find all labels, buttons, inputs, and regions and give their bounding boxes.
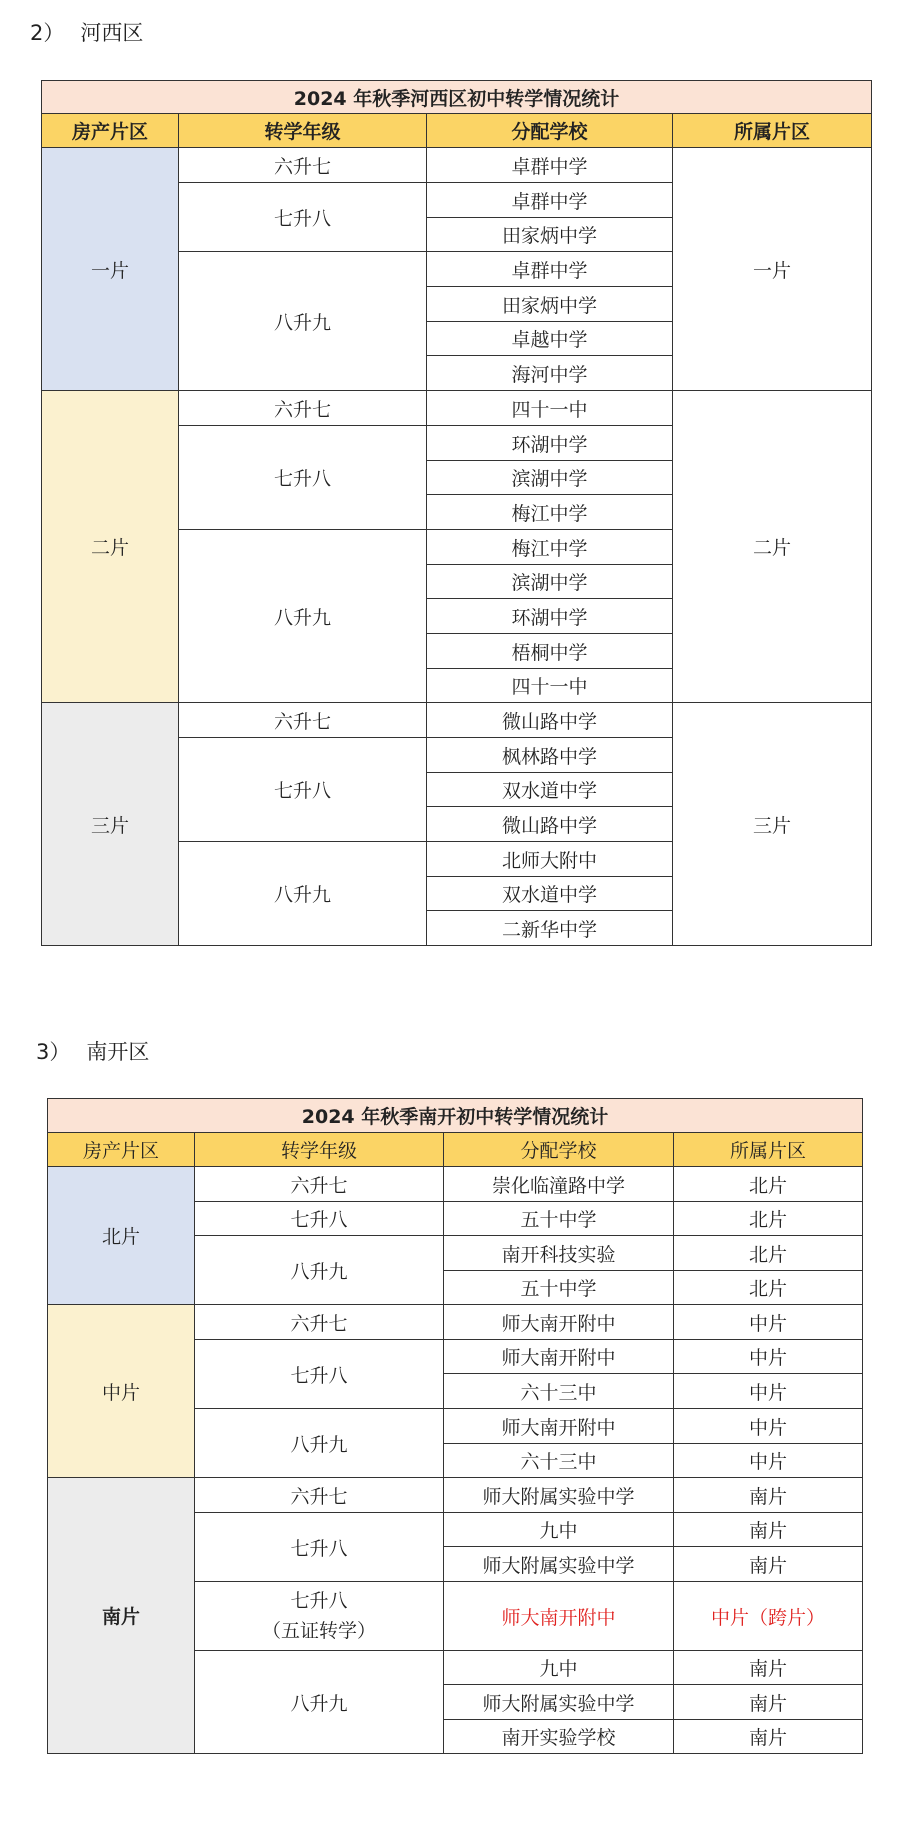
school-cell: 四十一中: [427, 669, 673, 703]
school-cell: 枫林路中学: [427, 738, 673, 773]
school-cell: 四十一中: [427, 391, 673, 426]
school-cell: 滨湖中学: [427, 461, 673, 495]
belongs-cell: 南片: [674, 1513, 863, 1547]
table-row: [48, 1167, 863, 1202]
grade-cell: 七升八: [195, 1340, 444, 1409]
grade-cell: 八升九: [195, 1236, 444, 1305]
grade-cell: 六升七: [179, 148, 427, 183]
school-cell: 师大南开附中: [444, 1305, 674, 1340]
hexi-title-row: [42, 81, 872, 114]
nankai-heading-name: 南开区: [86, 1040, 150, 1064]
school-cell: 卓群中学: [427, 183, 673, 218]
col-header-school: 分配学校: [427, 114, 673, 148]
zone-cell: 中片: [48, 1305, 195, 1478]
school-cell: 九中: [444, 1513, 674, 1547]
belongs-cell: 中片: [674, 1444, 863, 1478]
school-cell: 六十三中: [444, 1444, 674, 1478]
school-cell: 海河中学: [427, 356, 673, 391]
table-row: [42, 703, 872, 738]
grade-cell: 六升七: [195, 1478, 444, 1513]
hexi-heading-name: 河西区: [80, 21, 144, 45]
nankai-title-row: [48, 1099, 863, 1133]
zone-cell: 南片: [48, 1478, 195, 1754]
grade-cell: 七升八: [179, 738, 427, 842]
grade-cell: 六升七: [179, 391, 427, 426]
belongs-cell: 南片: [674, 1478, 863, 1513]
school-cell: 田家炳中学: [427, 287, 673, 322]
col-header-grade: 转学年级: [195, 1133, 444, 1167]
grade-cell: 七升八: [179, 183, 427, 252]
school-cell: 微山路中学: [427, 807, 673, 842]
belongs-cell: 北片: [674, 1271, 863, 1305]
school-cell: 环湖中学: [427, 599, 673, 634]
belongs-cell: 南片: [674, 1685, 863, 1720]
school-cell: 卓越中学: [427, 322, 673, 356]
nankai-heading-number: 3）: [36, 1040, 71, 1064]
school-cell: 田家炳中学: [427, 218, 673, 252]
school-cell: 师大附属实验中学: [444, 1547, 674, 1582]
nankai-header-row: [48, 1133, 863, 1167]
school-cell: 五十中学: [444, 1202, 674, 1236]
grade-cell: 八升九: [179, 530, 427, 703]
hexi-table-title: 2024 年秋季河西区初中转学情况统计: [42, 81, 872, 114]
col-header-school: 分配学校: [444, 1133, 674, 1167]
hexi-heading: [30, 17, 143, 47]
table-row: [48, 1478, 863, 1513]
belongs-cell-highlight: 中片（跨片）: [674, 1582, 863, 1651]
hexi-heading-number: 2）: [30, 21, 65, 45]
nankai-heading: [36, 1036, 149, 1066]
grade-cell: 七升八: [195, 1513, 444, 1582]
school-cell: 环湖中学: [427, 426, 673, 461]
zone-cell: 北片: [48, 1167, 195, 1305]
school-cell: 梅江中学: [427, 495, 673, 530]
school-cell: 崇化临潼路中学: [444, 1167, 674, 1202]
school-cell: 师大附属实验中学: [444, 1685, 674, 1720]
belongs-cell: 北片: [674, 1202, 863, 1236]
grade-cell: 八升九: [195, 1651, 444, 1754]
grade-label: 七升八: [290, 1590, 348, 1612]
belongs-cell: 中片: [674, 1374, 863, 1409]
grade-note: （五证转学）: [261, 1620, 376, 1642]
zone-cell: 二片: [42, 391, 179, 703]
school-cell: 北师大附中: [427, 842, 673, 877]
nankai-table-title: 2024 年秋季南开初中转学情况统计: [48, 1099, 863, 1133]
grade-cell: 六升七: [179, 703, 427, 738]
belongs-cell: 一片: [673, 148, 872, 391]
hexi-header-row: [42, 114, 872, 148]
school-cell: 师大附属实验中学: [444, 1478, 674, 1513]
grade-cell: 七升八: [195, 1202, 444, 1236]
school-cell: 五十中学: [444, 1271, 674, 1305]
col-header-zone: 房产片区: [42, 114, 179, 148]
school-cell: 梅江中学: [427, 530, 673, 565]
grade-cell: 八升九: [179, 842, 427, 946]
belongs-cell: 二片: [673, 391, 872, 703]
school-cell: 双水道中学: [427, 773, 673, 807]
school-cell: 卓群中学: [427, 148, 673, 183]
school-cell: 双水道中学: [427, 877, 673, 911]
hexi-table: [41, 80, 872, 946]
grade-cell: 六升七: [195, 1305, 444, 1340]
grade-cell: 八升九: [195, 1409, 444, 1478]
grade-cell: 七升八: [179, 426, 427, 530]
belongs-cell: 中片: [674, 1305, 863, 1340]
table-row: [42, 391, 872, 426]
belongs-cell: 中片: [674, 1409, 863, 1444]
belongs-cell: 三片: [673, 703, 872, 946]
belongs-cell: 南片: [674, 1651, 863, 1685]
school-cell: 二新华中学: [427, 911, 673, 946]
belongs-cell: 北片: [674, 1167, 863, 1202]
col-header-grade: 转学年级: [179, 114, 427, 148]
school-cell: 滨湖中学: [427, 565, 673, 599]
belongs-cell: 南片: [674, 1547, 863, 1582]
col-header-belongs: 所属片区: [674, 1133, 863, 1167]
nankai-table: [47, 1098, 863, 1754]
table-row: [48, 1305, 863, 1340]
school-cell: 九中: [444, 1651, 674, 1685]
grade-cell-two-line: [195, 1582, 444, 1651]
school-cell: 师大南开附中: [444, 1409, 674, 1444]
belongs-cell: 中片: [674, 1340, 863, 1374]
col-header-zone: 房产片区: [48, 1133, 195, 1167]
col-header-belongs: 所属片区: [673, 114, 872, 148]
school-cell: 梧桐中学: [427, 634, 673, 669]
school-cell: 师大南开附中: [444, 1340, 674, 1374]
zone-cell: 三片: [42, 703, 179, 946]
school-cell: 六十三中: [444, 1374, 674, 1409]
school-cell: 南开实验学校: [444, 1720, 674, 1754]
school-cell: 南开科技实验: [444, 1236, 674, 1271]
zone-cell: 一片: [42, 148, 179, 391]
table-row: [42, 148, 872, 183]
belongs-cell: 北片: [674, 1236, 863, 1271]
school-cell-highlight: 师大南开附中: [444, 1582, 674, 1651]
school-cell: 微山路中学: [427, 703, 673, 738]
grade-cell: 八升九: [179, 252, 427, 391]
school-cell: 卓群中学: [427, 252, 673, 287]
grade-cell: 六升七: [195, 1167, 444, 1202]
belongs-cell: 南片: [674, 1720, 863, 1754]
